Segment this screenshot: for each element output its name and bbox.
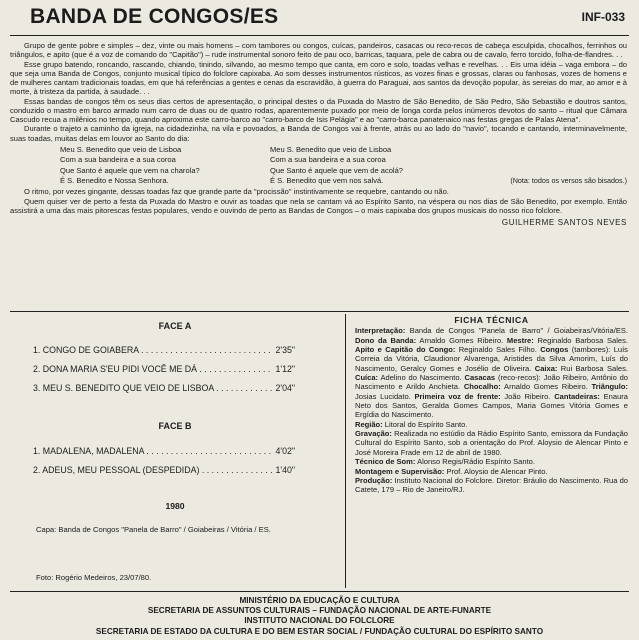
credit-label: Triângulo: (591, 382, 628, 392)
credits-production (355, 476, 628, 495)
credit-label: Cantadeiras: (554, 391, 600, 401)
institutional-footer (10, 596, 629, 637)
credit-value: Rui Barbosa Sales. (560, 363, 628, 373)
closing-paragraph: Quem quiser ver de perto a festa da Puxada do Mastro e ouvir as toadas que nela se cantam vá ao Espírito Santo, na véspera ou nos dias de São Benedito, por exemplo. Então assistirá a uma das mais pitorescas festas populares, vendo e ouvindo de perto as Bandas de Congos – o mais capixaba dos grupos musicais do nosso rico folclore. (10, 196, 627, 215)
track-title: 3. MEU S. BENEDITO QUE VEIO DE LISBOA . . . (33, 383, 272, 393)
credit-label: Congos (540, 345, 569, 355)
credit-label: Cuíca: (355, 373, 379, 383)
credit-value: (tambores): Luís Correia da Vitória, Claudionor Alvarenga, Aristides da Silva Amorim, Luís do Nascimento, Geralcy Gomes e Josélio de Oliveira. (355, 345, 628, 373)
verse-line: Meu S. Benedito que veio de Lisboa (270, 144, 392, 154)
bottom-divider (10, 591, 629, 592)
author-signature: GUILHERME SANTOS NEVES (501, 218, 627, 228)
intro-paragraph: Essas bandas de congos têm os seus dias certos de apresentação, o principal destes o da Puxada do Mastro de São Benedito, de São Pedro, São Sebastião e doutros santos, conduzido o mastro em barco armado num carro de duas ou de quatro rodas, aparentemente puxado por meio de longa corda pelos inúmeros devotos do santo – ritual que Câmara Cascudo recua a milênios no tempo, quando aproxima este carro-barco ao "carro-barco de Isis Pelágia" e ao "carro-barca panatenaico nas festas gregas de Palas Atena". (10, 96, 627, 124)
verse-line: Que Santo é aquele que vem de acolá? (270, 165, 404, 175)
footer-line: SECRETARIA DE ASSUNTOS CULTURAIS – FUNDAÇÃO NACIONAL DE ARTE-FUNARTE (147, 606, 492, 616)
track-title: 2. ADEUS, MEU PESSOAL (DESPEDIDA) . . . (33, 465, 272, 475)
credit-label: Interpretação: (355, 326, 406, 336)
credit-value: Realizada no estúdio da Rádio Espírito Santo, emissora da Fundação Cultural do Espírito Santo, sob a orientação do Prof. Aloysio de Alencar Pinto e José Moreira Frade em 12 de abril de 1980. (355, 429, 628, 457)
verse-line: É S. Benedito e Nossa Senhora. (60, 175, 169, 185)
track-a3 (33, 383, 295, 393)
credit-label: Primeira voz de frente: (414, 391, 501, 401)
verse-line: Meu S. Benedito que veio de Lisboa (60, 144, 182, 154)
verses-left (60, 145, 270, 187)
face-a-heading: FACE A (158, 321, 192, 331)
credit-label: Casacas (464, 373, 496, 383)
track-title: 2. DONA MARIA S'EU PIDI VOCÊ ME DÁ . . . (33, 364, 272, 374)
verses-note: (Nota: todos os versos são bisados.) (510, 175, 627, 185)
credit-label: Gravação: (355, 429, 392, 439)
track-a1 (33, 345, 295, 355)
footer-line: INSTITUTO NACIONAL DO FOLCLORE (244, 616, 395, 626)
technical-credits (355, 316, 628, 495)
credit-value: Reginaldo Sales Filho. (458, 345, 537, 355)
credit-label: Apito e Capitão do Congo: (355, 345, 456, 355)
closing-paragraph: O ritmo, por vezes gingante, dessas toadas faz que grande parte da "procissão" instintivamente se requebre, cantando ou não. (24, 187, 449, 197)
ficha-heading: FICHA TÉCNICA (454, 315, 529, 325)
intro-paragraph: Grupo de gente pobre e simples – dez, vinte ou mais homens – com tambores ou congos, cuícas, pandeiros, casacas ou reco-recos de cabeça esculpida, chocalhos, ferrinhos ou triângulos, e apito (que é a voz de comando do "Capitão") – rude instrumental sonoro feito de pau oco, barricas, taquara, pele de cabra ou de cavalo, ferro torcido, folha-de-flandres. . . (10, 41, 627, 60)
track-duration: 2'35" (275, 345, 295, 355)
credit-value: Instituto Nacional do Folclore. Diretor: Bráulio do Nascimento. Rua do Catete, 179 – Rio de Janeiro/RJ. (355, 475, 628, 495)
verse-line: Que Santo é aquele que vem na charola? (60, 165, 200, 175)
song-verses (60, 145, 627, 187)
credits-sound (355, 457, 628, 466)
liner-notes (10, 41, 627, 227)
credit-label: Dono da Banda: (355, 335, 417, 345)
track-duration: 2'04" (275, 383, 295, 393)
release-year: 1980 (165, 501, 185, 511)
album-title: BANDA DE CONGOS/ES (30, 5, 279, 28)
credit-label: Mestre: (506, 335, 534, 345)
credits-supervision (355, 467, 628, 476)
credit-value: Litoral do Espírito Santo. (384, 419, 468, 429)
track-title: 1. CONGO DE GOIABERA . . . (33, 345, 272, 355)
track-b2 (33, 465, 295, 475)
credit-value: Adelino do Nascimento. (380, 373, 462, 383)
track-title: 1. MADALENA, MADALENA . . . (33, 446, 272, 456)
track-b1 (33, 446, 295, 456)
top-divider (10, 35, 629, 36)
verse-line: Com a sua bandeira e a sua coroa (270, 155, 386, 165)
track-a2 (33, 364, 295, 374)
credit-value: (reco-recos): João Ribeiro, Antônio do Nascimento e Arildo Anchieta. (355, 373, 628, 392)
verse-line: Com a sua bandeira e a sua coroa (60, 155, 176, 165)
credit-value: Alonso Regis/Rádio Espírito Santo. (417, 457, 535, 467)
credit-label: Montagem e Supervisão: (355, 466, 445, 476)
credit-value: Enaura Neto dos Santos, Geralda Gomes Campos, Maria Gomes Vitória Gomes e Ergídia do Nascimento. (355, 391, 628, 420)
footer-line: MINISTÉRIO DA EDUCAÇÃO E CULTURA (239, 596, 400, 605)
credit-label: Região: (355, 419, 383, 429)
credit-label: Caixa: (534, 363, 558, 373)
credit-label: Chocalho: (463, 382, 501, 392)
track-duration: 1'40" (275, 465, 295, 475)
intro-paragraph: Esse grupo batendo, roncando, rascando, chiando, tinindo, silvando, ao mesmo tempo que canta, em coro e solo, toadas velhas e revelhas. . . Eis uma idéia – vaga embora – do que seja uma Banda de Congos, conjunto musical típico do folclore capixaba. Ao som desses instrumentos rústicos, as vozes finas e grossas, claras ou fanhosas, vozes de homens e de mulheres cantam tradicionais toadas, em que há referências a gentes e cenas da escravidão, à guerra do Paraguai, aos santos da devoção popular, às sereias do mar, ao amor e à morte, à tristeza da partida, à saudade. . . (10, 59, 627, 97)
credits-region (355, 420, 628, 429)
credit-value: Reginaldo Barbosa Sales. (537, 335, 628, 345)
verses-right (270, 145, 510, 187)
column-divider (345, 314, 346, 588)
photo-credit: Foto: Rogério Medeiros, 23/07/80. (36, 573, 152, 582)
credit-value: Josias Lucidato. (355, 391, 411, 401)
middle-divider (10, 311, 629, 312)
credit-label: Técnico de Som: (355, 457, 416, 467)
credit-value: Arnaldo Gomes Ribeiro. (419, 335, 504, 345)
credit-value: Arnaldo Gomes Ribeiro. (504, 382, 588, 392)
track-duration: 4'02" (275, 446, 295, 456)
credits-recording (355, 429, 628, 457)
credits-text (355, 326, 628, 419)
intro-paragraph: Durante o trajeto a caminho da igreja, na cidadezinha, na vila e povoados, a Banda de Congos vai à frente, atrás ou ao lado do "navio", tocando e cantando, interminavelmente, suas toadas, muitas delas em louvor ao Santo do dia: (10, 124, 627, 143)
face-b-heading: FACE B (158, 421, 192, 431)
credit-value: Banda de Congos "Panela de Barro" / Goiabeiras/Vitória/ES. (409, 326, 628, 336)
credit-value: João Ribeiro. (504, 391, 551, 401)
credit-value: Prof. Aloysio de Alencar Pinto. (446, 466, 548, 476)
cover-credit: Capa: Banda de Congos "Panela de Barro" / Goiabeiras / Vitória / ES. (36, 525, 271, 534)
catalog-code: INF-033 (581, 10, 625, 24)
verse-line: É S. Benedito que vem nos salvá. (270, 175, 384, 185)
track-duration: 1'12" (275, 364, 295, 374)
credit-label: Produção: (355, 475, 393, 485)
footer-line: SECRETARIA DE ESTADO DA CULTURA E DO BEM ESTAR SOCIAL / FUNDAÇÃO CULTURAL DO ESPÍRITO SANTO (95, 626, 544, 636)
